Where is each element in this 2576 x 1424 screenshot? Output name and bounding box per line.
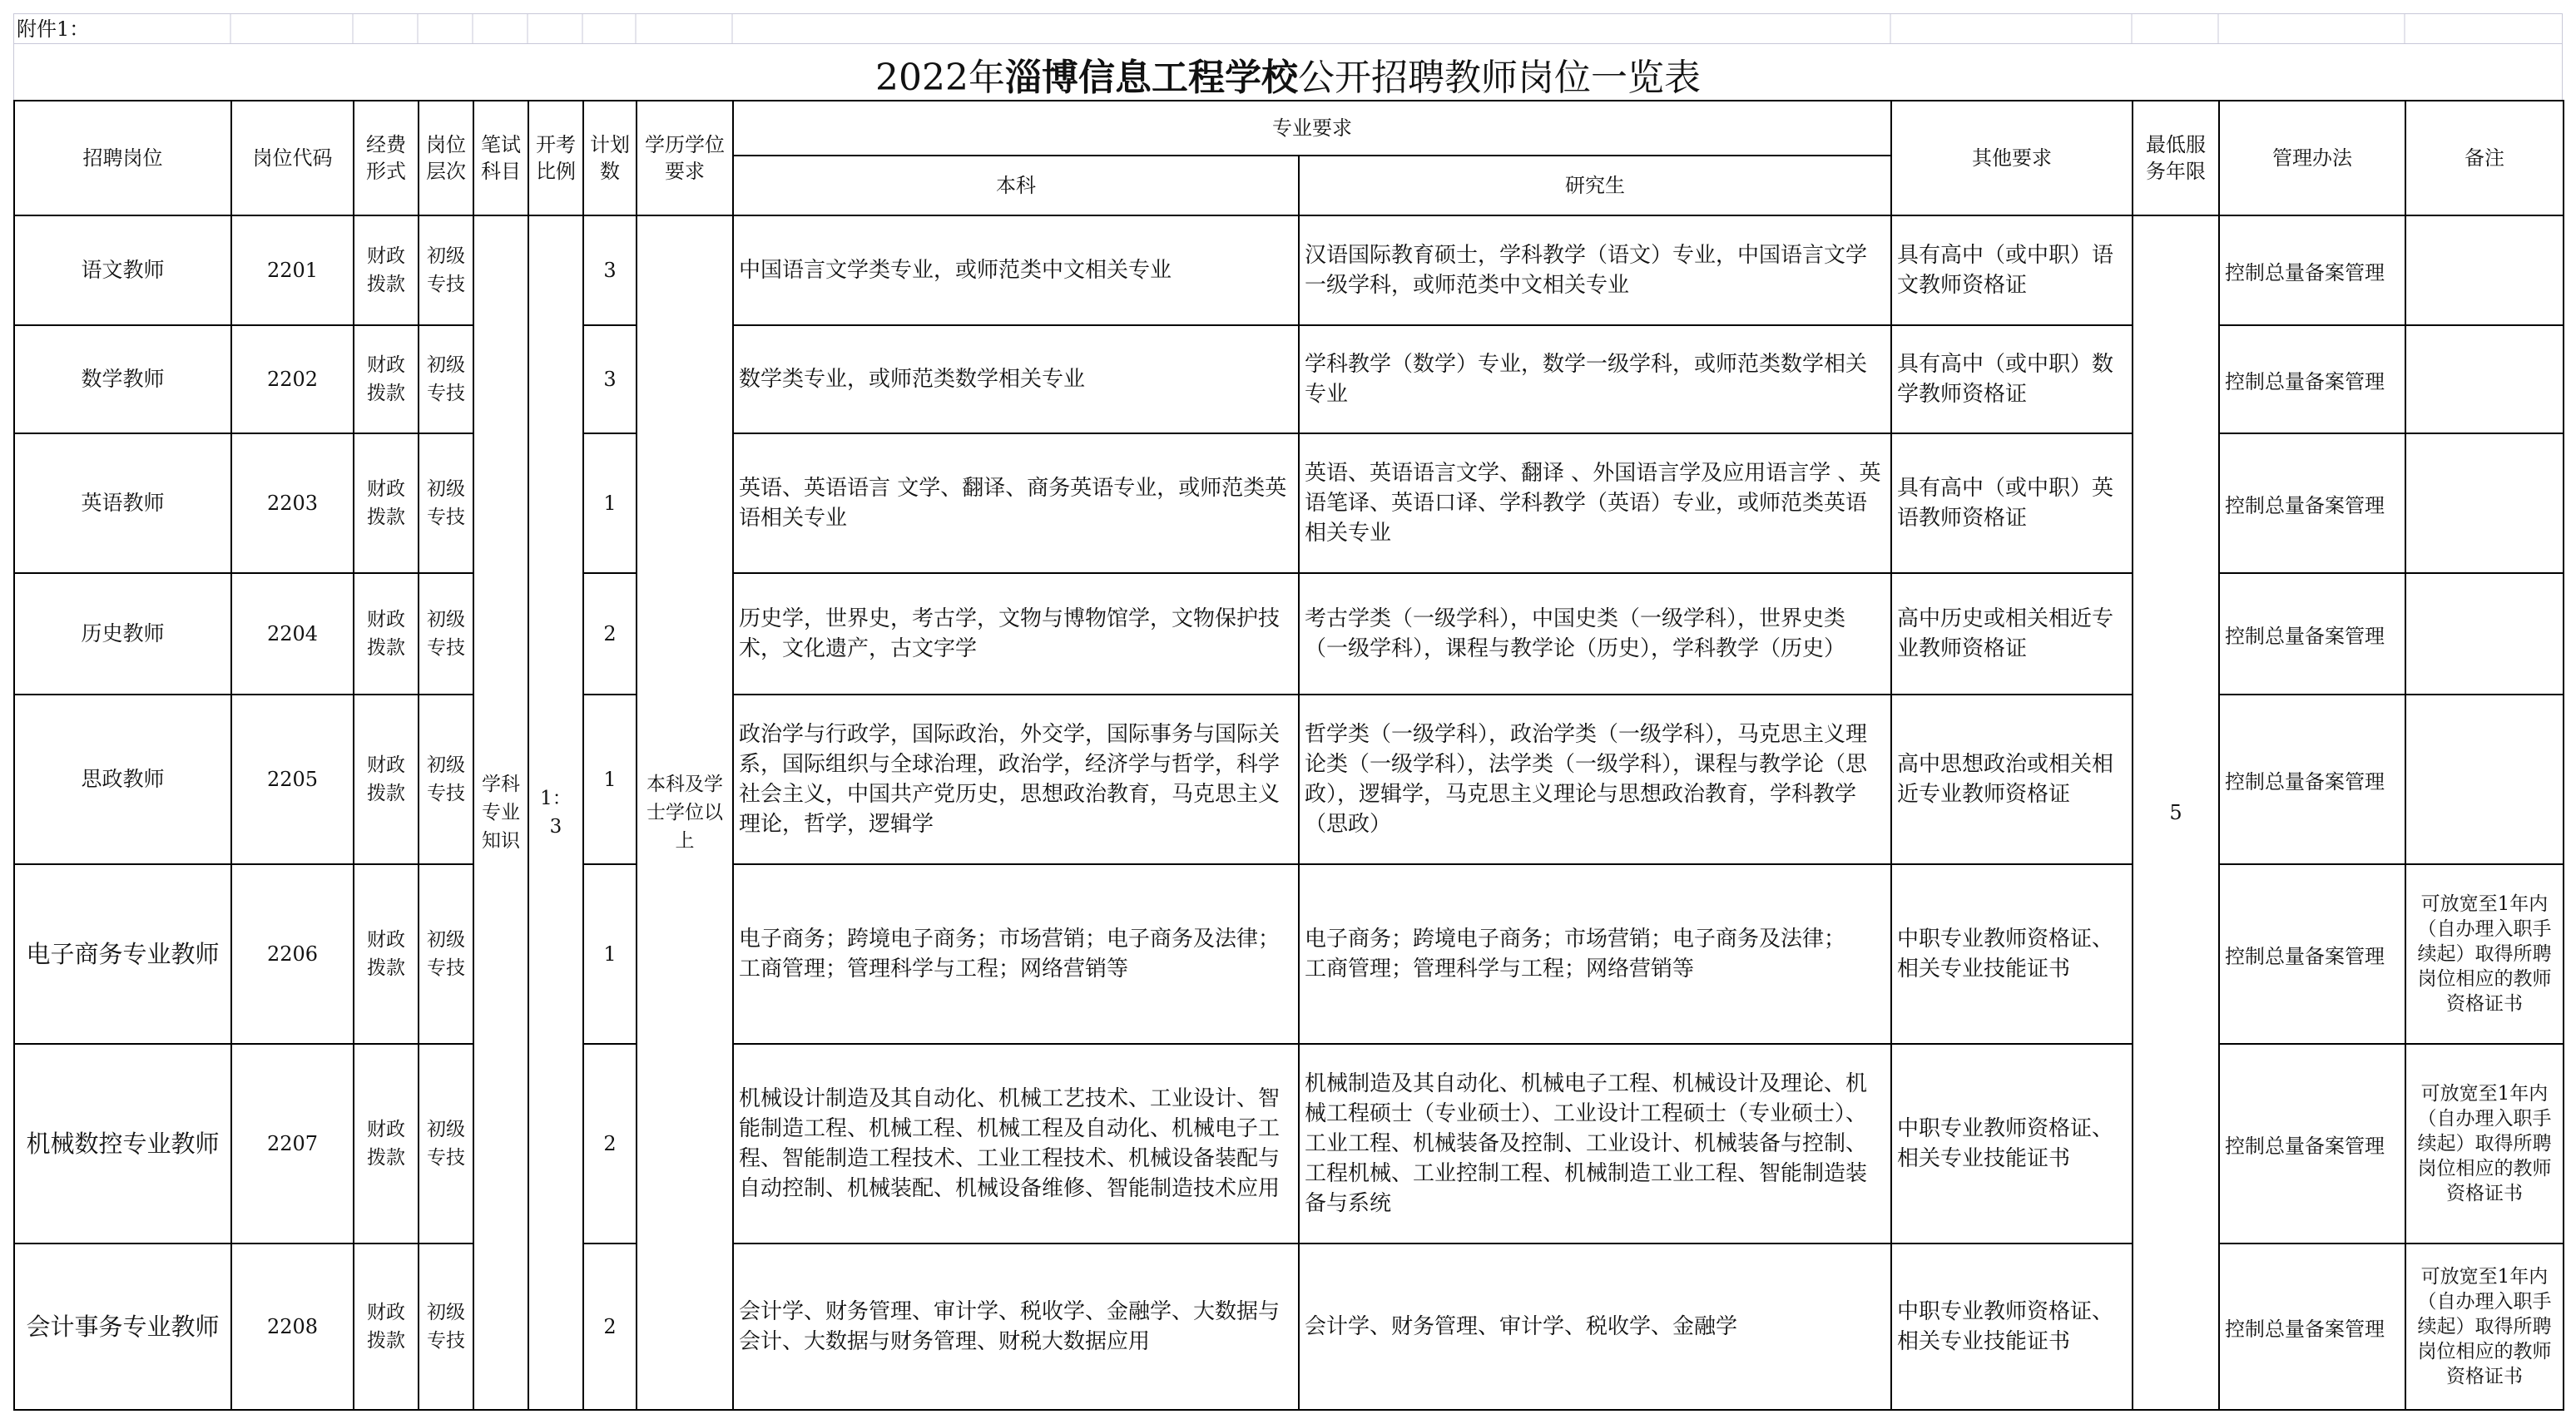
cell-other: 具有高中（或中职）数学教师资格证 <box>1891 325 2133 433</box>
cell-funding: 财政拨款 <box>354 864 419 1044</box>
page-title <box>13 57 2563 100</box>
cell-graduate: 电子商务；跨境电子商务；市场营销；电子商务及法律； 工商管理；管理科学与工程；网络营销等 <box>1299 864 1891 1044</box>
cell-position: 机械数控专业教师 <box>14 1044 231 1244</box>
cell-other: 中职专业教师资格证、相关专业技能证书 <box>1891 1044 2133 1244</box>
cell-level: 初级专技 <box>419 325 473 433</box>
header-degree: 学历学位要求 <box>637 101 733 215</box>
cell-position: 思政教师 <box>14 695 231 864</box>
cell-remark <box>2405 695 2564 864</box>
cell-plan: 1 <box>583 695 637 864</box>
cell-remark <box>2405 433 2564 573</box>
header-other: 其他要求 <box>1891 101 2133 215</box>
header-graduate: 研究生 <box>1299 156 1891 215</box>
cell-bachelor: 政治学与行政学，国际政治，外交学，国际事务与国际关系，国际组织与全球治理，政治学，经济学与哲学，科学社会主义，中国共产党历史，思想政治教育，马克思主义理论，哲学，逻辑学 <box>733 695 1299 864</box>
cell-bachelor: 数学类专业，或师范类数学相关专业 <box>733 325 1299 433</box>
cell-funding: 财政拨款 <box>354 433 419 573</box>
cell-code: 2207 <box>231 1044 354 1244</box>
cell-bachelor: 电子商务；跨境电子商务；市场营销；电子商务及法律； 工商管理；管理科学与工程；网络营销等 <box>733 864 1299 1044</box>
cell-remark <box>2405 215 2564 325</box>
cell-level: 初级专技 <box>419 695 473 864</box>
cell-funding: 财政拨款 <box>354 325 419 433</box>
cell-other: 具有高中（或中职）英语教师资格证 <box>1891 433 2133 573</box>
cell-code: 2205 <box>231 695 354 864</box>
title-year: 2022年 <box>875 57 1005 99</box>
attachment-label: 附件1： <box>17 17 90 41</box>
spreadsheet-sheet <box>13 13 2563 1411</box>
header-level: 岗位层次 <box>419 101 473 215</box>
cell-position: 语文教师 <box>14 215 231 325</box>
cell-bachelor: 历史学，世界史，考古学，文物与博物馆学，文物保护技术，文化遗产，古文字学 <box>733 573 1299 695</box>
cell-code: 2203 <box>231 433 354 573</box>
cell-management: 控制总量备案管理 <box>2219 433 2405 573</box>
cell-ratio: 1：3 <box>528 215 583 1410</box>
header-position: 招聘岗位 <box>14 101 231 215</box>
cell-bachelor: 机械设计制造及其自动化、机械工艺技术、工业设计、智能制造工程、机械工程、机械工程及自动化、机械电子工程、智能制造工程技术、工业工程技术、机械设备装配与自动控制、机械装配、机械设备维修、智能制造技术应用 <box>733 1044 1299 1244</box>
cell-other: 中职专业教师资格证、相关专业技能证书 <box>1891 1244 2133 1410</box>
cell-position: 英语教师 <box>14 433 231 573</box>
header-bachelor: 本科 <box>733 156 1299 215</box>
table-row <box>14 215 2564 325</box>
cell-remark: 可放宽至1年内（自办理入职手续起）取得所聘岗位相应的教师资格证书 <box>2405 864 2564 1044</box>
cell-bachelor: 会计学、财务管理、审计学、税收学、金融学、大数据与会计、大数据与财务管理、财税大数据应用 <box>733 1244 1299 1410</box>
cell-bachelor: 英语、英语语言 文学、翻译、商务英语专业，或师范类英语相关专业 <box>733 433 1299 573</box>
cell-remark <box>2405 573 2564 695</box>
cell-graduate: 考古学类（一级学科），中国史类（一级学科），世界史类（一级学科），课程与教学论（历史），学科教学（历史） <box>1299 573 1891 695</box>
positions-table <box>13 100 2564 1411</box>
cell-plan: 1 <box>583 433 637 573</box>
cell-management: 控制总量备案管理 <box>2219 864 2405 1044</box>
header-remarks: 备注 <box>2405 101 2564 215</box>
cell-management: 控制总量备案管理 <box>2219 695 2405 864</box>
cell-position: 历史教师 <box>14 573 231 695</box>
cell-code: 2201 <box>231 215 354 325</box>
cell-code: 2208 <box>231 1244 354 1410</box>
cell-graduate: 汉语国际教育硕士，学科教学（语文）专业，中国语言文学一级学科，或师范类中文相关专业 <box>1299 215 1891 325</box>
cell-other: 高中思想政治或相关相近专业教师资格证 <box>1891 695 2133 864</box>
header-plan: 计划数 <box>583 101 637 215</box>
cell-plan: 2 <box>583 573 637 695</box>
cell-level: 初级专技 <box>419 573 473 695</box>
cell-plan: 1 <box>583 864 637 1044</box>
cell-code: 2206 <box>231 864 354 1044</box>
cell-graduate: 机械制造及其自动化、机械电子工程、机械设计及理论、机械工程硕士（专业硕士）、工业设计工程硕士（专业硕士）、工业工程、机械装备及控制、工业设计、机械装备与控制、工程机械、工业控制工程、机械制造工业工程、智能制造装备与系统 <box>1299 1044 1891 1244</box>
cell-plan: 2 <box>583 1044 637 1244</box>
cell-funding: 财政拨款 <box>354 695 419 864</box>
title-school: 淄博信息工程学校 <box>1004 57 1298 99</box>
cell-funding: 财政拨款 <box>354 1044 419 1244</box>
cell-management: 控制总量备案管理 <box>2219 1044 2405 1244</box>
cell-remark: 可放宽至1年内（自办理入职手续起）取得所聘岗位相应的教师资格证书 <box>2405 1244 2564 1410</box>
cell-management: 控制总量备案管理 <box>2219 215 2405 325</box>
cell-graduate: 会计学、财务管理、审计学、税收学、金融学 <box>1299 1244 1891 1410</box>
cell-min-years: 5 <box>2133 215 2219 1410</box>
cell-code: 2204 <box>231 573 354 695</box>
cell-graduate: 学科教学（数学）专业，数学一级学科，或师范类数学相关专业 <box>1299 325 1891 433</box>
cell-management: 控制总量备案管理 <box>2219 573 2405 695</box>
cell-plan: 3 <box>583 215 637 325</box>
cell-level: 初级专技 <box>419 864 473 1044</box>
cell-management: 控制总量备案管理 <box>2219 325 2405 433</box>
cell-level: 初级专技 <box>419 1044 473 1244</box>
cell-graduate: 哲学类（一级学科），政治学类（一级学科），马克思主义理论类（一级学科），法学类（一级学科），课程与教学论（思政），逻辑学，马克思主义理论与思想政治教育，学科教学（思政） <box>1299 695 1891 864</box>
cell-level: 初级专技 <box>419 433 473 573</box>
cell-level: 初级专技 <box>419 215 473 325</box>
cell-management: 控制总量备案管理 <box>2219 1244 2405 1410</box>
header-exam-subject: 笔试科目 <box>473 101 528 215</box>
cell-plan: 3 <box>583 325 637 433</box>
cell-exam-subject: 学科专业知识 <box>473 215 528 1410</box>
cell-graduate: 英语、英语语言文学、翻译 、外国语言学及应用语言学 、英语笔译、英语口译、学科教学（英语）专业，或师范类英语相关专业 <box>1299 433 1891 573</box>
cell-level: 初级专技 <box>419 1244 473 1410</box>
header-management: 管理办法 <box>2219 101 2405 215</box>
cell-other: 中职专业教师资格证、相关专业技能证书 <box>1891 864 2133 1044</box>
cell-position: 会计事务专业教师 <box>14 1244 231 1410</box>
cell-code: 2202 <box>231 325 354 433</box>
cell-position: 数学教师 <box>14 325 231 433</box>
header-code: 岗位代码 <box>231 101 354 215</box>
header-major-group: 专业要求 <box>733 101 1891 156</box>
cell-funding: 财政拨款 <box>354 1244 419 1410</box>
header-min-years: 最低服务年限 <box>2133 101 2219 215</box>
cell-position: 电子商务专业教师 <box>14 864 231 1044</box>
cell-remark: 可放宽至1年内（自办理入职手续起）取得所聘岗位相应的教师资格证书 <box>2405 1044 2564 1244</box>
header-funding: 经费形式 <box>354 101 419 215</box>
cell-bachelor: 中国语言文学类专业，或师范类中文相关专业 <box>733 215 1299 325</box>
cell-funding: 财政拨款 <box>354 215 419 325</box>
cell-degree: 本科及学士学位以上 <box>637 215 733 1410</box>
cell-plan: 2 <box>583 1244 637 1410</box>
header-row-1 <box>14 101 2564 156</box>
cell-other: 高中历史或相关相近专业教师资格证 <box>1891 573 2133 695</box>
title-suffix: 公开招聘教师岗位一览表 <box>1297 57 1701 99</box>
cell-remark <box>2405 325 2564 433</box>
cell-other: 具有高中（或中职）语文教师资格证 <box>1891 215 2133 325</box>
header-ratio: 开考比例 <box>528 101 583 215</box>
cell-funding: 财政拨款 <box>354 573 419 695</box>
